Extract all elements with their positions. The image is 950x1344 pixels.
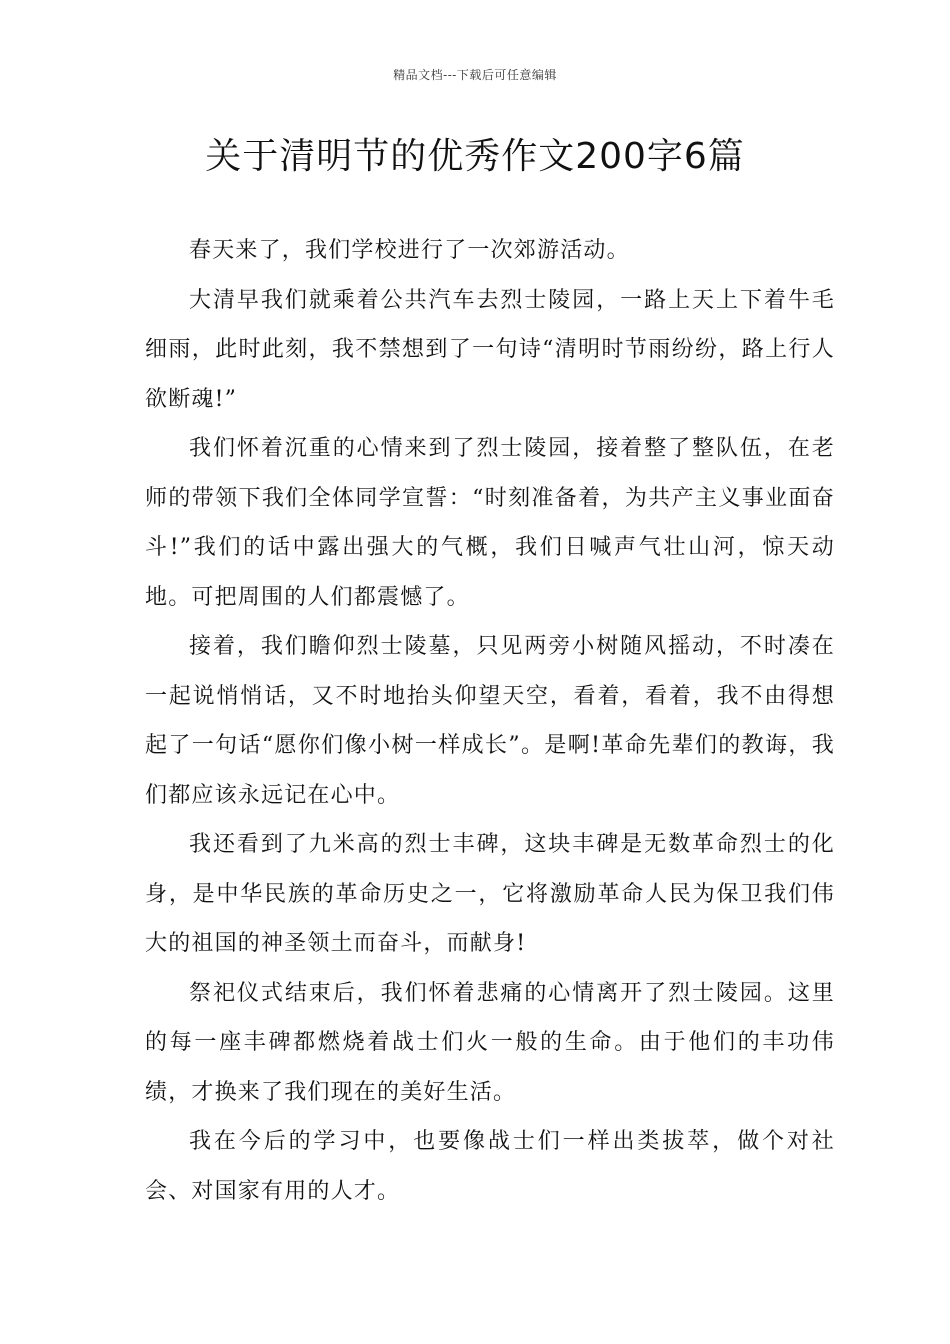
paragraph: 春天来了，我们学校进行了一次郊游活动。 (189, 238, 630, 263)
paragraph: 我在今后的学习中，也要像战士们一样出类拔萃，做个对社会、对国家有用的人才。 (145, 1129, 835, 1204)
article-body (145, 226, 835, 1216)
document-title: 关于清明节的优秀作文200字6篇 (205, 136, 745, 177)
paragraph: 接着，我们瞻仰烈士陵墓，只见两旁小树随风摇动，不时凑在一起说悄悄话，又不时地抬头仰望天空，看着，看着，我不由得想起了一句话“愿你们像小树一样成长”。是啊!革命先辈们的教诲，我们都应该永远记在心中。 (145, 634, 835, 808)
paragraph: 大清早我们就乘着公共汽车去烈士陵园，一路上天上下着牛毛细雨，此时此刻，我不禁想到了一句诗“清明时节雨纷纷，路上行人欲断魂!” (145, 287, 835, 412)
paragraph: 祭祀仪式结束后，我们怀着悲痛的心情离开了烈士陵园。这里的每一座丰碑都燃烧着战士们火一般的生命。由于他们的丰功伟绩，才换来了我们现在的美好生活。 (145, 980, 835, 1105)
paragraph: 我还看到了九米高的烈士丰碑，这块丰碑是无数革命烈士的化身，是中华民族的革命历史之一，它将激励革命人民为保卫我们伟大的祖国的神圣领土而奋斗，而献身! (145, 832, 835, 956)
paragraph: 我们怀着沉重的心情来到了烈士陵园，接着整了整队伍，在老师的带领下我们全体同学宣誓：“时刻准备着，为共产主义事业面奋斗!”我们的话中露出强大的气概，我们日喊声气壮山河，惊天动地。可把周围的人们都震憾了。 (145, 436, 835, 610)
header-note: 精品文档---下载后可任意编辑 (393, 68, 557, 82)
